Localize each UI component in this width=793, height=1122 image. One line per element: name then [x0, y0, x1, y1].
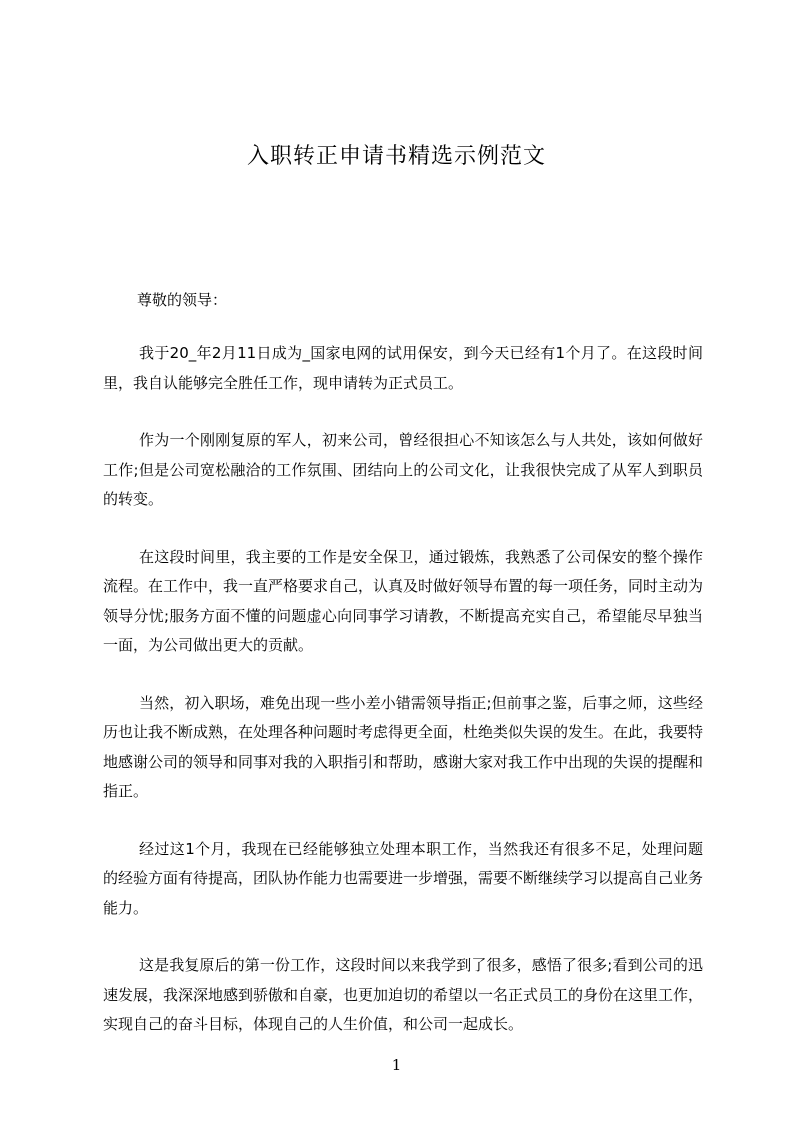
- paragraph: 当然，初入职场，难免出现一些小差小错需领导指正;但前事之鉴，后事之师，这些经历也让我不断成熟，在处理各种问题时考虑得更全面，杜绝类似失误的发生。在此，我要特地感谢公司的领导和同事对我的入职指引和帮助，感谢大家对我工作中出现的失误的提醒和指正。: [103, 693, 704, 800]
- document-body: [103, 339, 703, 1068]
- paragraph: 作为一个刚刚复原的军人，初来公司，曾经很担心不知该怎么与人共处，该如何做好工作;但是公司宽松融洽的工作氛围、团结向上的公司文化，让我很快完成了从军人到职员的转变。: [103, 431, 703, 508]
- paragraph: 经过这1个月，我现在已经能够独立处理本职工作，当然我还有很多不足，处理问题的经验方面有待提高，团队协作能力也需要进一步增强，需要不断继续学习以提高自己业务能力。: [103, 839, 704, 917]
- document-title: 入职转正申请书精选示例范文: [246, 144, 546, 169]
- salutation: 尊敬的领导：: [137, 291, 228, 309]
- paragraph: 我于20_年2月11日成为_国家电网的试用保安，到今天已经有1个月了。在这段时间里，我自认能够完全胜任工作，现申请转为正式员工。: [103, 344, 703, 392]
- page-number: 1: [391, 1056, 402, 1074]
- paragraph: 在这段时间里，我主要的工作是安全保卫，通过锻炼，我熟悉了公司保安的整个操作流程。在工作中，我一直严格要求自己，认真及时做好领导布置的每一项任务，同时主动为领导分忧;服务方面不懂的问题虚心向同事学习请教，不断提高充实自己，希望能尽早独当一面，为公司做出更大的贡献。: [103, 547, 704, 654]
- paragraph: 这是我复原后的第一份工作，这段时间以来我学到了很多，感悟了很多;看到公司的迅速发展，我深深地感到骄傲和自豪，也更加迫切的希望以一名正式员工的身份在这里工作，实现自己的奋斗目标，体现自己的人生价值，和公司一起成长。: [103, 956, 704, 1033]
